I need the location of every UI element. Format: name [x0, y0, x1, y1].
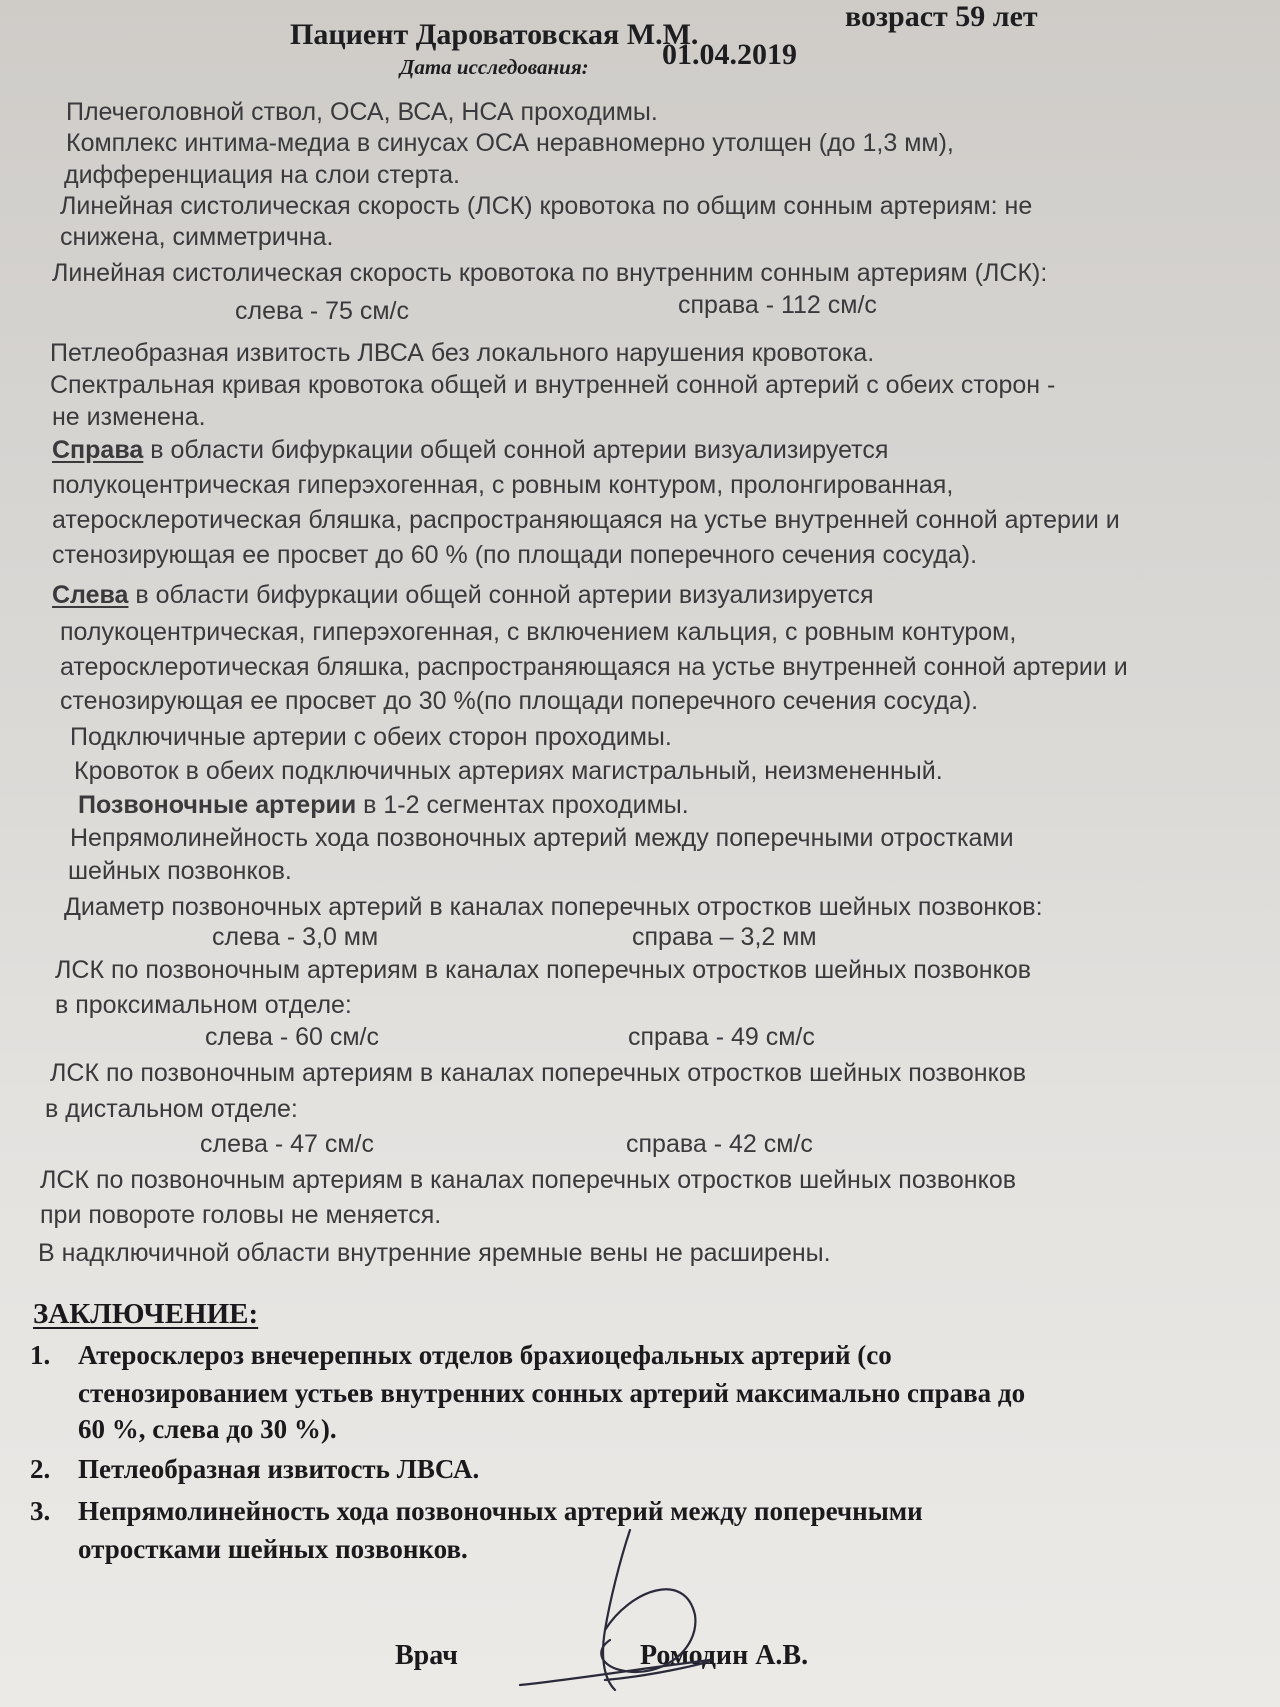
body-line: справа - 112 см/с: [678, 291, 877, 319]
body-line: ЛСК по позвоночным артериям в каналах поперечных отростков шейных позвонков: [55, 956, 1032, 984]
right-side-heading: Справа: [52, 436, 144, 464]
paragraph-vertebral: Позвоночные артерии в 1-2 сегментах проходимы.: [78, 791, 689, 819]
date-value: 01.04.2019: [662, 38, 797, 71]
body-line: В надключичной области внутренние яремные вены не расширены.: [38, 1239, 831, 1267]
body-line: Плечеголовной ствол, ОСА, ВСА, НСА проходимы.: [66, 98, 658, 126]
patient-name: Пациент Дароватовская М.М.: [290, 18, 699, 51]
body-line: не изменена.: [52, 403, 206, 431]
body-line: справа – 3,2 мм: [632, 923, 817, 951]
body-line: стенозирующая ее просвет до 60 % (по площади поперечного сечения сосуда).: [52, 541, 978, 569]
signature-stroke: [520, 1530, 711, 1690]
left-side-heading: Слева: [52, 581, 129, 609]
body-line: справа - 49 см/с: [628, 1023, 815, 1051]
date-label: Дата исследования:: [400, 55, 589, 79]
conclusion-item-number: 1.: [30, 1340, 51, 1370]
doctor-label: Врач: [395, 1640, 458, 1671]
body-line: Кровоток в обеих подключичных артериях магистральный, неизмененный.: [74, 757, 943, 785]
patient-age: возраст 59 лет: [845, 0, 1038, 33]
conclusion-item-number: 2.: [30, 1454, 51, 1484]
body-line: полукоцентрическая гиперэхогенная, с ровным контуром, пролонгированная,: [52, 471, 954, 499]
conclusion-item-text: 60 %, слева до 30 %).: [78, 1414, 337, 1444]
body-line: в дистальном отделе:: [45, 1095, 298, 1123]
body-line: ЛСК по позвоночным артериям в каналах поперечных отростков шейных позвонков: [40, 1166, 1017, 1194]
body-line: шейных позвонков.: [68, 857, 292, 885]
body-line: Петлеобразная извитость ЛВСА без локального нарушения кровотока.: [50, 339, 875, 367]
conclusion-title: ЗАКЛЮЧЕНИЕ:: [33, 1298, 259, 1330]
body-line: в проксимальном отделе:: [55, 991, 352, 1019]
conclusion-item-text: отростками шейных позвонков.: [78, 1534, 468, 1564]
paragraph-left: Слева в области бифуркации общей сонной артерии визуализируется: [52, 581, 874, 609]
body-line: атеросклеротическая бляшка, распространяющаяся на устье внутренней сонной артерии и: [52, 506, 1120, 534]
body-line: стенозирующая ее просвет до 30 %(по площади поперечного сечения сосуда).: [60, 687, 979, 715]
conclusion-item-text: стенозированием устьев внутренних сонных артерий максимально справа до: [78, 1378, 1026, 1408]
body-line: слева - 75 см/с: [235, 297, 409, 325]
body-line: снижена, симметрична.: [60, 223, 334, 251]
body-line: Линейная систолическая скорость (ЛСК) кровотока по общим сонным артериям: не: [60, 192, 1033, 220]
body-line: Подключичные артерии с обеих сторон проходимы.: [70, 723, 672, 751]
body-line: слева - 60 см/с: [205, 1023, 379, 1051]
body-line: слева - 3,0 мм: [212, 923, 379, 951]
body-line: Непрямолинейность хода позвоночных артерий между поперечными отростками: [70, 824, 1014, 852]
signature-scribble: [510, 1520, 740, 1707]
paragraph-right: Справа в области бифуркации общей сонной артерии визуализируется: [52, 436, 889, 464]
body-line: Спектральная кривая кровотока общей и внутренней сонной артерий с обеих сторон -: [50, 371, 1056, 399]
conclusion-item-number: 3.: [30, 1496, 51, 1526]
body-line: справа - 42 см/с: [626, 1130, 813, 1158]
conclusion-item-text: Непрямолинейность хода позвоночных артерий между поперечными: [78, 1496, 923, 1526]
body-line: Диаметр позвоночных артерий в каналах поперечных отростков шейных позвонков:: [64, 893, 1043, 921]
body-line: полукоцентрическая, гиперэхогенная, с включением кальция, с ровным контуром,: [60, 618, 1017, 646]
conclusion-item-text: Петлеобразная извитость ЛВСА.: [78, 1454, 480, 1484]
vertebral-heading: Позвоночные артерии: [78, 791, 357, 819]
body-line: Комплекс интима-медиа в синусах ОСА неравномерно утолщен (до 1,3 мм),: [66, 129, 954, 157]
conclusion-item-text: Атеросклероз внечерепных отделов брахиоцефальных артерий (со: [78, 1340, 892, 1370]
body-line: дифференциация на слои стерта.: [64, 161, 460, 189]
body-line: атеросклеротическая бляшка, распространяющаяся на устье внутренней сонной артерии и: [60, 653, 1128, 681]
body-line: слева - 47 см/с: [200, 1130, 374, 1158]
doctor-name: Ромодин А.В.: [640, 1640, 809, 1671]
body-line: ЛСК по позвоночным артериям в каналах поперечных отростков шейных позвонков: [50, 1059, 1027, 1087]
body-line: при повороте головы не меняется.: [40, 1201, 442, 1229]
body-line: Линейная систолическая скорость кровотока по внутренним сонным артериям (ЛСК):: [52, 259, 1048, 287]
